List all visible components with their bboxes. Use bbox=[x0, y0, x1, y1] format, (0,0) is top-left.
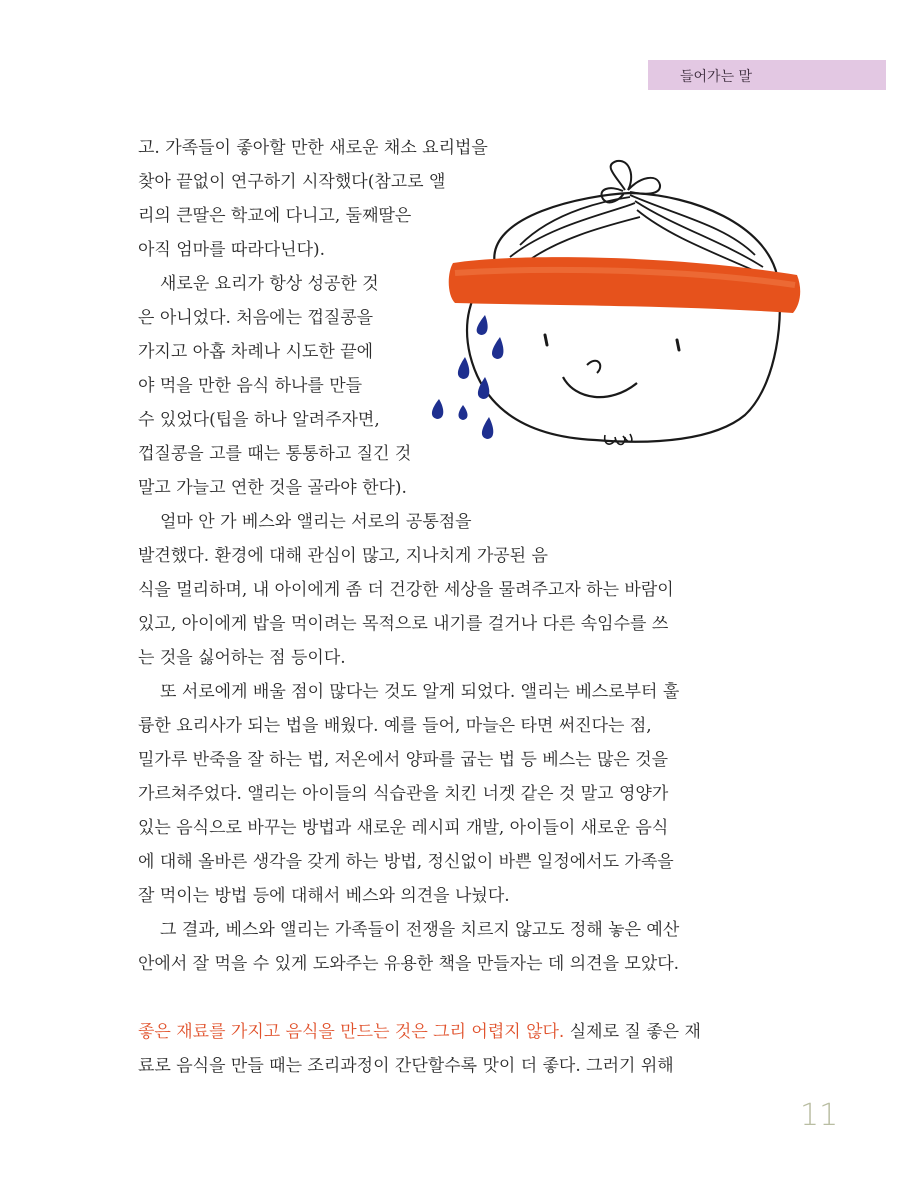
body-line: 있고, 아이에게 밥을 먹이려는 목적으로 내기를 걸거나 다른 속임수를 쓰 bbox=[138, 614, 669, 634]
body-line: 잘 먹이는 방법 등에 대해서 베스와 의견을 나눴다. bbox=[138, 886, 510, 906]
body-line: 리의 큰딸은 학교에 다니고, 둘째딸은 bbox=[138, 206, 412, 226]
body-line bbox=[138, 1022, 701, 1042]
body-line: 가르쳐주었다. 앨리는 아이들의 식습관을 치킨 너겟 같은 것 말고 영양가 bbox=[138, 784, 669, 804]
body-line: 새로운 요리가 항상 성공한 것 bbox=[160, 274, 379, 294]
body-line: 륭한 요리사가 되는 법을 배웠다. 예를 들어, 마늘은 타면 써진다는 점, bbox=[138, 716, 652, 736]
body-line: 또 서로에게 배울 점이 많다는 것도 알게 되었다. 앨리는 베스로부터 훌 bbox=[160, 682, 680, 702]
page-number: 11 bbox=[800, 1098, 839, 1133]
highlight-sentence: 좋은 재료를 가지고 음식을 만드는 것은 그리 어렵지 않다. bbox=[138, 1022, 565, 1042]
body-line: 수 있었다(팁을 하나 알려주자면, bbox=[138, 410, 380, 430]
body-line: 얼마 안 가 베스와 앨리는 서로의 공통점을 bbox=[160, 512, 472, 532]
body-line: 안에서 잘 먹을 수 있게 도와주는 유용한 책을 만들자는 데 의견을 모았다. bbox=[138, 954, 680, 974]
body-text: 실제로 질 좋은 재 bbox=[564, 1022, 701, 1042]
body-line: 밀가루 반죽을 잘 하는 법, 저온에서 양파를 굽는 법 등 베스는 많은 것을 bbox=[138, 750, 669, 770]
body-line: 에 대해 올바른 생각을 갖게 하는 방법, 정신없이 바쁜 일정에서도 가족을 bbox=[138, 852, 674, 872]
body-line: 고. 가족들이 좋아할 만한 새로운 채소 요리법을 bbox=[138, 138, 488, 158]
body-line: 가지고 아홉 차례나 시도한 끝에 bbox=[138, 342, 374, 362]
body-line: 아직 엄마를 따라다닌다). bbox=[138, 240, 326, 260]
body-line: 은 아니었다. 처음에는 껍질콩을 bbox=[138, 308, 374, 328]
section-tab bbox=[648, 60, 886, 90]
body-line: 료로 음식을 만들 때는 조리과정이 간단할수록 맛이 더 좋다. 그러기 위해 bbox=[138, 1056, 674, 1076]
body-line: 는 것을 싫어하는 점 등이다. bbox=[138, 648, 346, 668]
section-label: 들어가는 말 bbox=[680, 69, 753, 85]
body-line: 찾아 끝없이 연구하기 시작했다(참고로 앨 bbox=[138, 172, 446, 192]
body-line: 식을 멀리하며, 내 아이에게 좀 더 건강한 세상을 물려주고자 하는 바람이 bbox=[138, 580, 674, 600]
body-line: 야 먹을 만한 음식 하나를 만들 bbox=[138, 376, 363, 396]
body-line: 껍질콩을 고를 때는 통통하고 질긴 것 bbox=[138, 444, 412, 464]
body-line: 그 결과, 베스와 앨리는 가족들이 전쟁을 치르지 않고도 정해 놓은 예산 bbox=[160, 920, 680, 940]
body-line: 있는 음식으로 바꾸는 방법과 새로운 레시피 개발, 아이들이 새로운 음식 bbox=[138, 818, 669, 838]
onion-face-illustration bbox=[425, 155, 805, 475]
body-line: 발견했다. 환경에 대해 관심이 많고, 지나치게 가공된 음 bbox=[138, 546, 548, 566]
body-line: 말고 가늘고 연한 것을 골라야 한다). bbox=[138, 478, 407, 498]
